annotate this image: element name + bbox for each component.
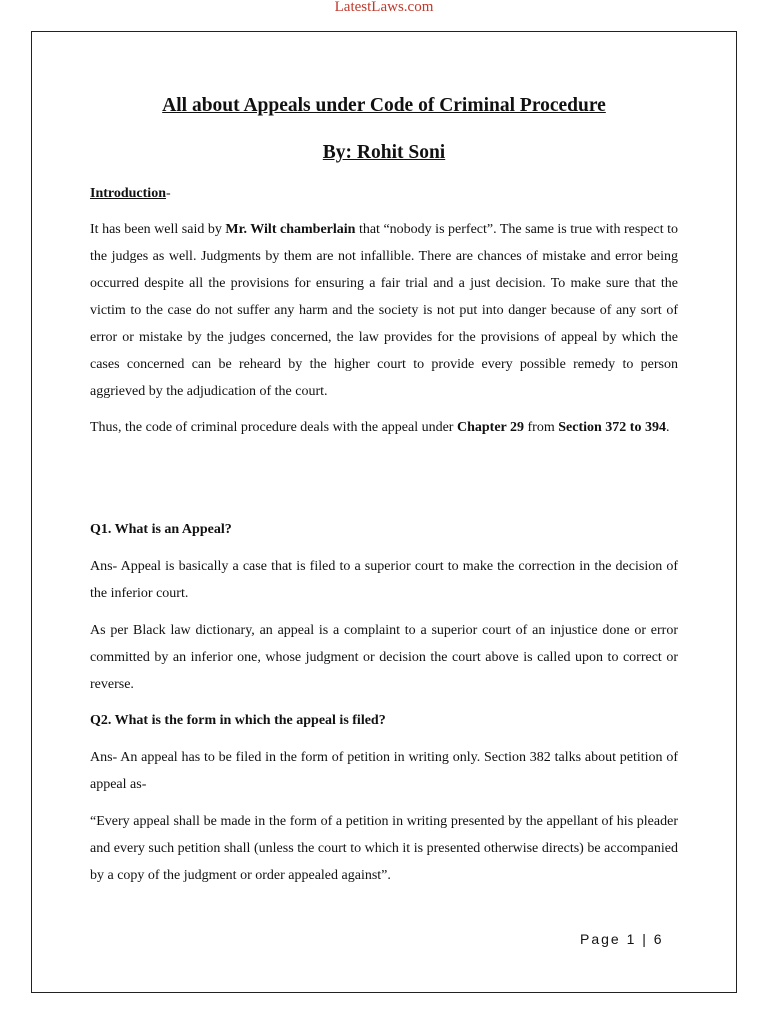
intro-paragraph-1 — [90, 216, 678, 405]
document-title: All about Appeals under Code of Criminal Procedure — [162, 95, 606, 116]
intro-p2-chapter: Chapter 29 — [456, 420, 525, 435]
site-header-link[interactable]: LatestLaws.com — [334, 0, 434, 15]
intro-heading-block — [90, 180, 678, 207]
q1-answer-2 — [90, 617, 678, 698]
q1-answer-1 — [90, 553, 678, 607]
intro-p2-text-e: . — [665, 420, 670, 435]
q2-quote-text: “Every appeal shall be made in the form of a petition in writing presented by the appellant of his pleader and every such petition shall (unless the court to which it is presented otherwise directs) be accompanied by a copy of the judgment or order appealed against”. — [90, 814, 678, 883]
intro-heading: Introduction — [90, 186, 166, 201]
intro-heading-suffix: - — [165, 186, 171, 201]
intro-paragraph-2 — [90, 414, 678, 441]
intro-p1-text-c: that “nobody is perfect”. The same is true with respect to the judges as well. Judgments by them are not infallible. There are chances of mistake and error being occurred despite all the provisions for ensuring a fair trial and a just decision. To make sure that the victim to the case do not suffer any harm and the society is not put into danger because of any sort of error or mistake by the judges concerned, the law provides for the provisions of appeal by which the cases concerned can be reheard by the higher court to provide every possible remedy to person aggrieved by the adjudication of the court. — [90, 222, 678, 399]
q1-answer-2-text: As per Black law dictionary, an appeal is a complaint to a superior court of an injustice done or error committed by an inferior one, whose judgment or decision the court above is called upon to correct or reverse. — [90, 623, 678, 692]
q2-quote — [90, 808, 678, 889]
intro-p1-name: Mr. Wilt chamberlain — [225, 222, 356, 237]
q1-answer-1-text: Ans- Appeal is basically a case that is filed to a superior court to make the correction in the decision of the inferior court. — [90, 559, 678, 601]
page-number: Page 1 | 6 — [580, 931, 664, 947]
intro-p2-text-c: from — [524, 420, 559, 435]
q1-heading: Q1. What is an Appeal? — [90, 522, 232, 537]
intro-p2-sections: Section 372 to 394 — [558, 420, 666, 435]
q2-answer-1-text: Ans- An appeal has to be filed in the form of petition in writing only. Section 382 talks about petition of appeal as- — [90, 750, 678, 792]
q2-answer-1 — [90, 744, 678, 798]
intro-p2-text-a: Thus, the code of criminal procedure deals with the appeal under — [90, 420, 457, 435]
q2-heading: Q2. What is the form in which the appeal is filed? — [90, 713, 386, 728]
intro-p1-text-a: It has been well said by — [90, 222, 226, 237]
document-byline: By: Rohit Soni — [322, 142, 446, 163]
